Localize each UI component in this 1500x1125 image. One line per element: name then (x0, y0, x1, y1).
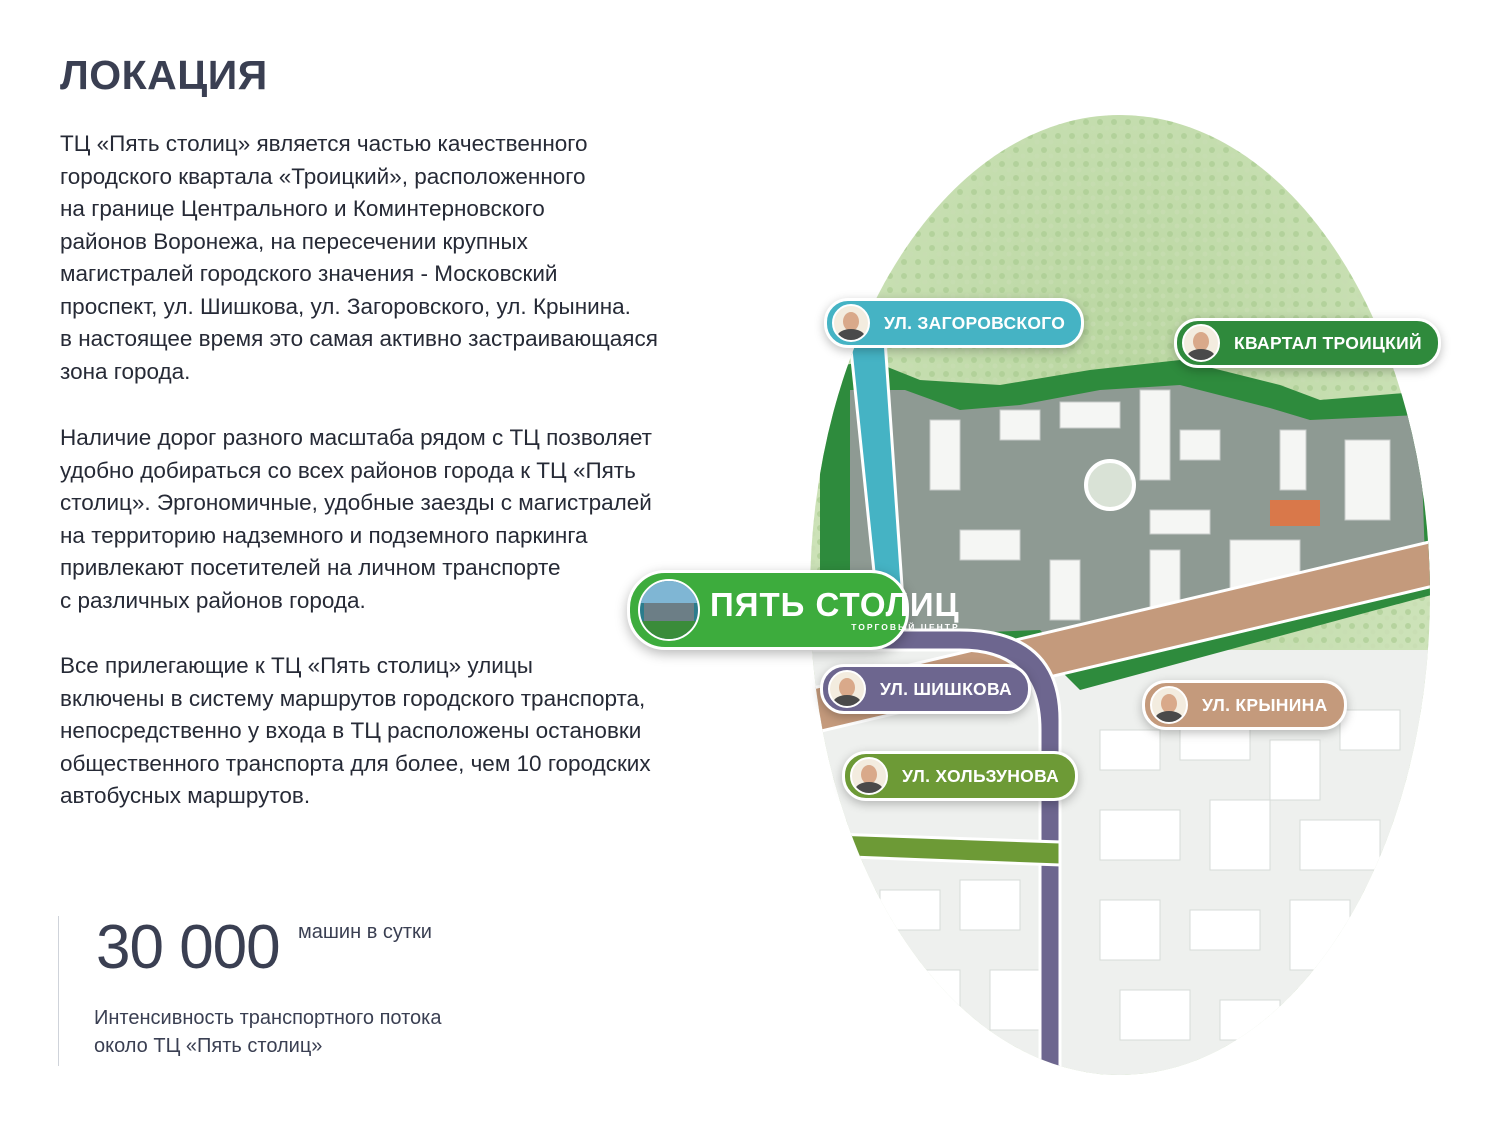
label-troitsky (1174, 318, 1441, 368)
brand-logo (710, 588, 960, 632)
brand-name: ПЯТЬ СТОЛИЦ (710, 586, 960, 623)
central-square (1086, 461, 1134, 509)
text-line: столиц». Эргономичные, удобные заезды с магистралей (60, 490, 652, 515)
text-line: удобно добираться со всех районов города к ТЦ «Пять (60, 457, 636, 483)
text-line: непосредственно у входа в ТЦ расположены остановки (60, 718, 642, 743)
brand-subtitle: ТОРГОВЫЙ ЦЕНТР (851, 622, 960, 632)
label-text: УЛ. ЗАГОРОВСКОГО (884, 312, 1066, 333)
label-zagorovskogo (824, 298, 1084, 348)
portrait-icon (828, 670, 866, 708)
text-line: городского квартала «Троицкий», расположенного (60, 163, 586, 189)
intro-paragraph (60, 128, 740, 388)
traffic-count: 30 000 (96, 913, 280, 982)
text-line: Все прилегающие к ТЦ «Пять столиц» улицы (60, 653, 533, 678)
brand-badge (627, 570, 960, 650)
transport-paragraph (60, 650, 740, 813)
text-line: Наличие дорог разного масштаба рядом с ТЦ позволяет (60, 425, 652, 450)
portrait-icon (1150, 686, 1188, 724)
traffic-caption (94, 1004, 441, 1060)
text-line: зона города. (60, 358, 191, 384)
stat-divider (58, 916, 59, 1066)
text-line: проспект, ул. Шишкова, ул. Загоровского, ул. Крынина. (60, 293, 631, 319)
text-line: магистралей городского значения - Московский (60, 261, 558, 286)
label-text: УЛ. КРЫНИНА (1202, 694, 1328, 715)
text-line: с различных районов города. (60, 587, 366, 613)
text-line: автобусных маршрутов. (60, 783, 311, 808)
label-text: УЛ. ХОЛЬЗУНОВА (902, 765, 1060, 786)
portrait-icon (832, 304, 870, 342)
text-line: ТЦ «Пять столиц» является частью качественного (60, 131, 588, 156)
sports-field (1270, 500, 1320, 526)
label-shishkova (820, 664, 1031, 714)
text-line: привлекают посетителей на личном транспорте (60, 555, 561, 580)
text-line: в настоящее время это самая активно застраивающаяся (60, 326, 658, 351)
text-line: районов Воронежа, на пересечении крупных (60, 228, 528, 254)
text-line: общественного транспорта для более, чем 10 городских (60, 750, 651, 776)
label-krynina (1142, 680, 1347, 730)
text-line: включены в систему маршрутов городского транспорта, (60, 685, 646, 711)
portrait-icon (1182, 324, 1220, 362)
caption-line: Интенсивность транспортного потока (94, 1007, 442, 1029)
label-text: КВАРТАЛ ТРОИЦКИЙ (1234, 332, 1422, 353)
mall-photo-icon (638, 579, 700, 641)
portrait-icon (850, 757, 888, 795)
caption-line: около ТЦ «Пять столиц» (94, 1035, 323, 1057)
label-text: УЛ. ШИШКОВА (880, 678, 1012, 699)
text-line: на территорию надземного и подземного паркинга (60, 522, 588, 548)
text-line: на границе Центрального и Коминтерновского (60, 196, 545, 221)
label-holzunova (842, 751, 1078, 801)
page-title: ЛОКАЦИЯ (60, 52, 268, 98)
traffic-unit: машин в сутки (298, 921, 432, 943)
